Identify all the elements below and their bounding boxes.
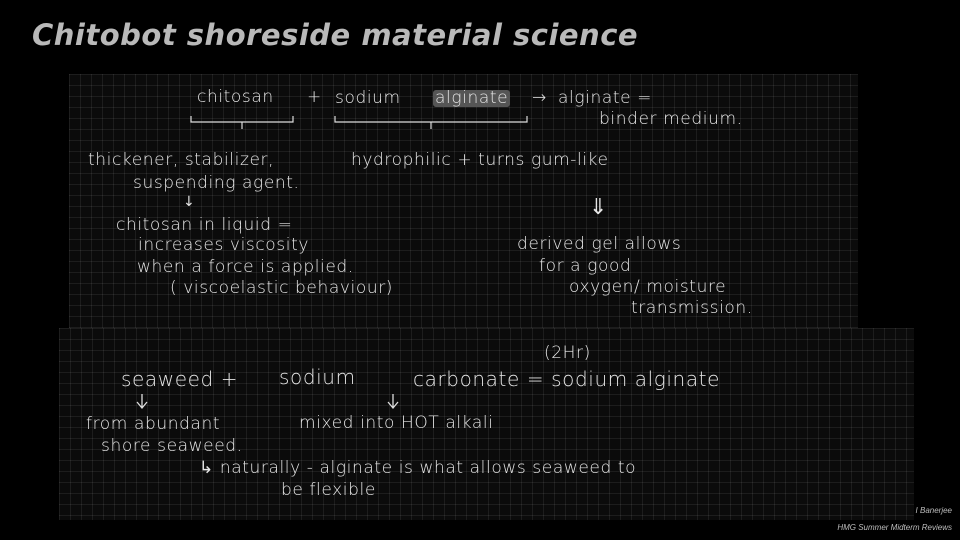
note-chitosan-liquid-line1: chitosan in liquid =: [116, 215, 293, 235]
note-arrow: →: [532, 88, 547, 108]
note-binder-medium: binder medium.: [599, 109, 743, 129]
note-mixed-hot-alkali: mixed into HOT alkali: [299, 413, 494, 433]
note-chitosan-liquid-line4: ( viscoelastic behaviour): [170, 278, 394, 298]
note-sodium: sodium: [335, 88, 401, 108]
note-carbonate-equation: carbonate = sodium alginate: [413, 367, 721, 391]
note-naturally-line2: be flexible: [281, 480, 376, 500]
note-sodium: sodium: [279, 365, 356, 389]
note-gel-line2: for a good: [539, 256, 632, 276]
note-chitosan-liquid-line3: when a force is applied.: [137, 257, 354, 277]
slide-title: Chitobot shoreside material science: [32, 18, 639, 52]
note-abundant-line1: from abundant: [86, 414, 221, 434]
footer-credit: HMG Summer Midterm Reviews: [837, 523, 952, 532]
note-abundant-line2: shore seaweed.: [101, 436, 243, 456]
brace-sodium-alginate: [333, 114, 533, 134]
note-hydrophilic: hydrophilic + turns gum-like: [351, 150, 609, 170]
note-gel-line1: derived gel allows: [517, 234, 682, 254]
double-down-arrow-icon: ⇓: [589, 195, 608, 220]
note-chitosan: chitosan: [197, 87, 274, 107]
note-gel-line4: transmission.: [631, 298, 753, 318]
bottom-notes-panel: [59, 328, 914, 520]
note-alginate-highlighted: alginate: [435, 88, 509, 108]
note-alginate-equals: alginate =: [558, 88, 653, 108]
note-plus: +: [307, 87, 322, 107]
mid-down-arrow-icon: [383, 392, 403, 410]
author-credit: I Banerjee: [915, 506, 952, 515]
note-seaweed-plus: seaweed +: [121, 367, 239, 391]
left-down-arrow-icon: [132, 392, 152, 410]
note-chitosan-liquid-line2: increases viscosity: [138, 235, 310, 255]
note-naturally-line1: ↳ naturally - alginate is what allows seaweed to: [199, 458, 637, 478]
note-gel-line3: oxygen/ moisture: [569, 277, 727, 297]
note-time-2hr: (2Hr): [544, 343, 591, 363]
note-thickener-line1: thickener, stabilizer,: [88, 150, 275, 170]
top-notes-panel: [69, 74, 858, 328]
down-arrow-icon: ↓: [183, 194, 195, 210]
brace-chitosan: [189, 114, 299, 134]
note-thickener-line2: suspending agent.: [133, 173, 300, 193]
